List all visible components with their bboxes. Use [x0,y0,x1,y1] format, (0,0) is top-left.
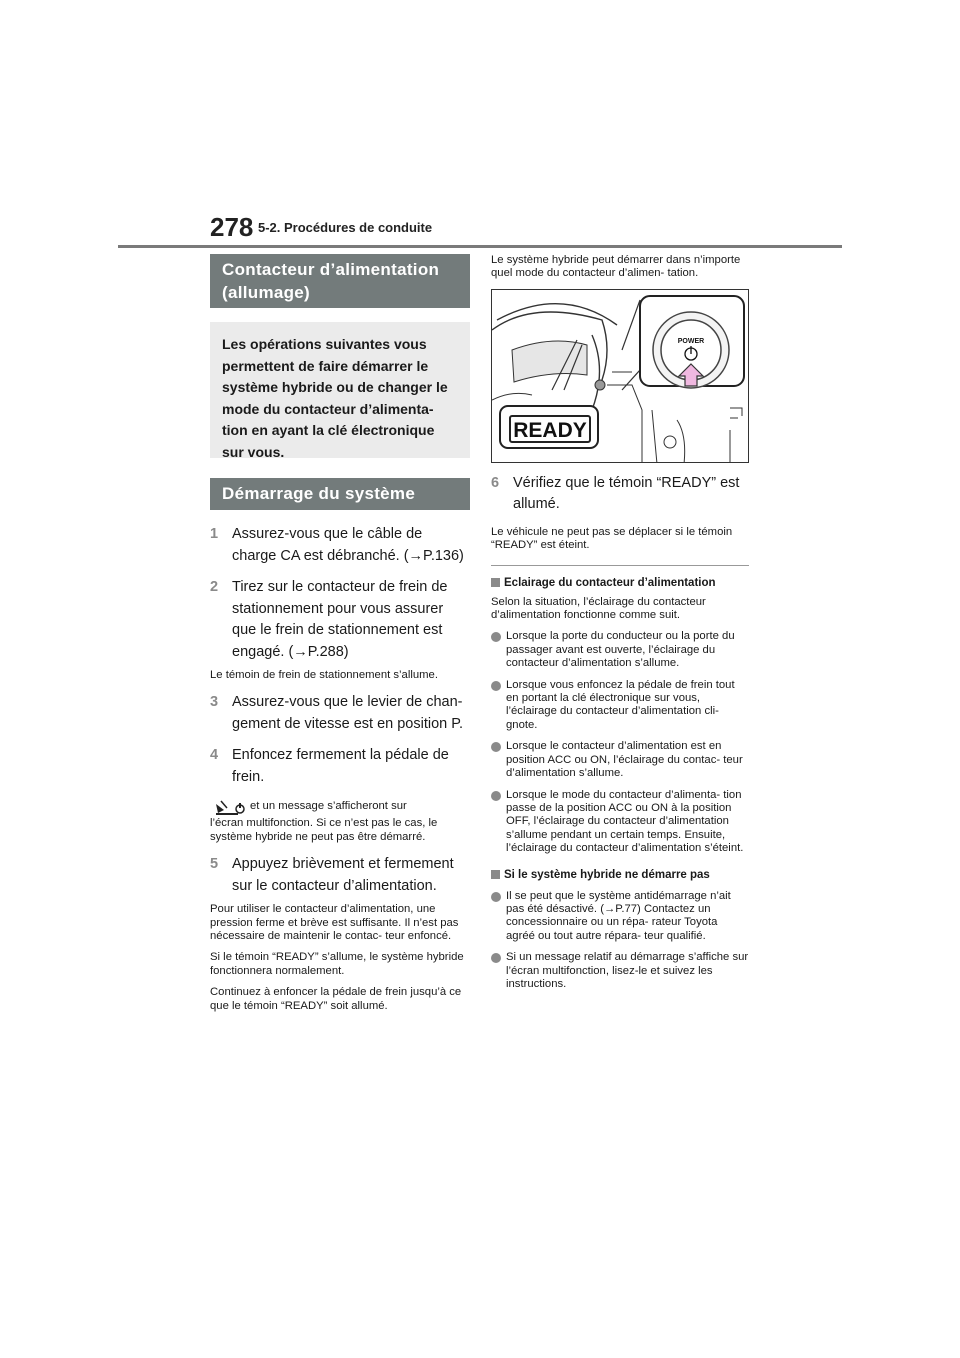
square-bullet-icon [491,578,500,587]
subheading-lighting-text: Eclairage du contacteur d’alimentation [504,576,716,589]
circle-bullet-icon [491,632,501,642]
note-step-4: l’écran multifonction. Si ce n’est pas le cas, le système hybride ne peut pas être démarré. [210,817,438,843]
page-number: 278 [210,212,254,242]
power-switch-illustration [491,289,749,463]
subheading-no-start-text: Si le système hybride ne démarre pas [504,868,710,881]
square-bullet-icon [491,870,500,879]
divider [491,565,749,566]
step-number: 3 [210,694,219,711]
note-step-5-a: Pour utiliser le contacteur d’alimentation, une pression ferme et brève est suffisante. Il n’est pas nécessaire de maintenir le contac- teur enfoncé. [210,903,459,943]
subheading-no-start [491,868,749,882]
circle-bullet-icon [491,681,501,691]
step-text: Vérifiez que le témoin “READY” est allumé. [513,474,740,513]
left-column [210,254,470,1013]
step-number: 6 [491,474,500,491]
no-start-bullet-2 [491,951,749,991]
circle-bullet-icon [491,892,501,902]
step-6 [491,473,749,516]
step-4 [210,745,470,788]
section-title-hybrid-start: Démarrage du système hybride [210,478,470,510]
right-intro: Le système hybride peut démarrer dans n’importe quel mode du contacteur d’alimen- tation. [491,254,741,280]
step-number: 1 [210,526,219,542]
power-label: POWER [677,337,705,345]
no-start-bullet-1 [491,890,749,944]
right-column [491,254,749,991]
circle-bullet-icon [491,953,501,963]
step-5 [210,854,470,897]
step-number: 4 [210,747,219,764]
running-head: 5-2. Procédures de conduite [258,220,433,235]
intro-box: Les opérations suivantes vous permettent de faire démarrer le système hybride ou de changer le mode du contacteur d’alimenta- tion en ayant la clé électronique sur vous. [210,322,470,458]
lighting-bullet-2 [491,679,749,733]
step-number: 5 [210,856,219,873]
note-step-2: Le témoin de frein de stationnement s’allume. [210,669,438,681]
step-text: Tirez sur le contacteur de frein de stationnement pour vous assurer que le frein de stationnement est engagé. (→P.288) [232,579,448,660]
dashboard-drawing [492,290,749,463]
lighting-bullet-3 [491,740,749,780]
bullet-text: Il se peut que le système antidémarrage n’ait pas été désactivé. (→P.77) Contactez un concessionnaire ou un répa- rateur Toyota agréé ou tout autre répara- teur qualifié. [506,889,731,942]
indicator-note-inline: et un message s’afficheront sur [250,800,407,813]
header-rule [118,245,842,248]
bullet-text: Lorsque la porte du conducteur ou la porte du passager avant est ouverte, l’éclairage du contacteur d’alimentation s’allume. [506,630,735,670]
brake-pedal-icon [210,800,250,816]
subheading-lighting [491,576,749,590]
indicator-note [210,800,470,816]
step-text: Enfoncez fermement la pédale de frein. [232,747,449,785]
step-number: 2 [210,579,219,595]
step-text: Appuyez brièvement et fermement sur le contacteur d’alimentation. [232,856,454,894]
bullet-text: Lorsque le mode du contacteur d’alimenta- tion passe de la position ACC ou ON à la position OFF, l’éclairage du contacteur d’alimentation s’allume pendant un certain temps. Ensuite, l’éclairage du contacteur d’alimentation s’éteint. [506,788,744,855]
circle-bullet-icon [491,742,501,752]
note-step-6: Le véhicule ne peut pas se déplacer si le témoin “READY” est éteint. [491,525,733,552]
section-title-power-switch: Contacteur d’alimentation (allumage) [210,254,470,308]
lighting-bullet-4 [491,789,749,856]
note-step-5-b: Si le témoin “READY” s’allume, le système hybride fonctionnera normalement. [210,951,464,977]
step-3 [210,692,470,735]
step-text: Assurez-vous que le câble de charge CA est débranché. (→P.136) [232,526,464,564]
bullet-text: Si un message relatif au démarrage s’affiche sur l’écran multifonction, lisez-le et suivez les instructions. [506,951,749,990]
ready-label: READY [513,418,587,442]
step-2 [210,577,470,663]
lighting-bullet-1 [491,630,749,670]
note-step-5-c: Continuez à enfoncer la pédale de frein jusqu’à ce que le témoin “READY” soit allumé. [210,986,462,1012]
bullet-text: Lorsque vous enfoncez la pédale de frein tout en portant la clé électronique sur vous, l’éclairage du contacteur d’alimentation cli- gnote. [506,678,735,731]
lighting-intro: Selon la situation, l’éclairage du contacteur d’alimentation fonctionne comme suit. [491,595,706,622]
circle-bullet-icon [491,791,501,801]
step-text: Assurez-vous que le levier de chan- gement de vitesse est en position P. [232,694,464,732]
bullet-text: Lorsque le contacteur d’alimentation est en position ACC ou ON, l’éclairage du contac- teur d’alimentation s’allume. [506,740,743,780]
step-1 [210,524,470,567]
